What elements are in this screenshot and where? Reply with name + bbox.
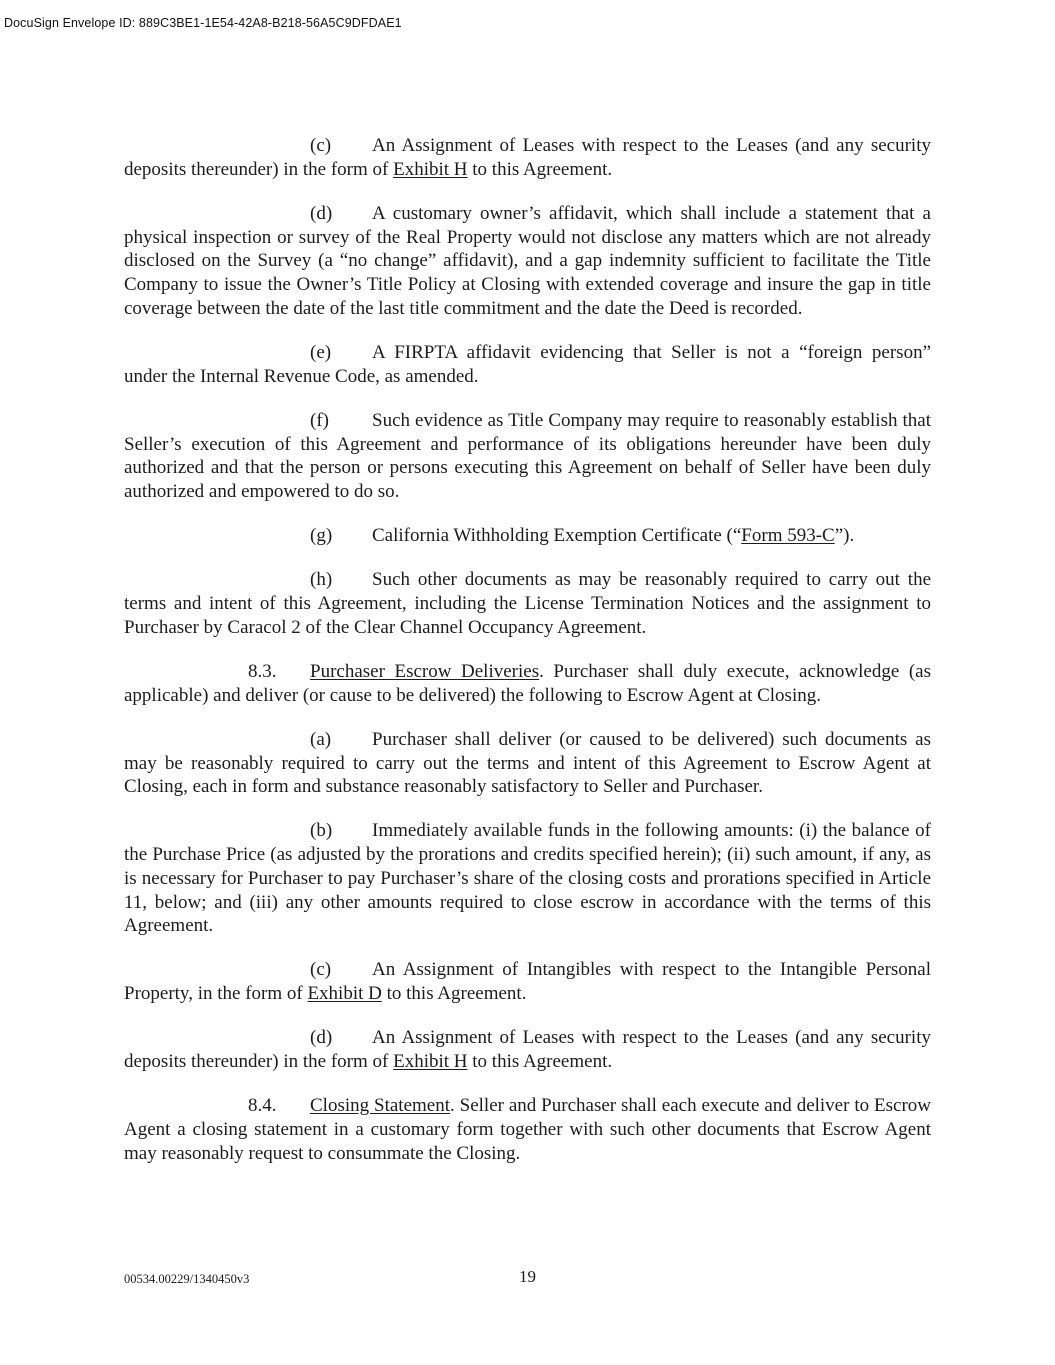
paragraph-d-purchaser: (d) An Assignment of Leases with respect to the Leases (and any security deposits thereunder) in the form of Exhibit H to this Agreement. <box>124 1027 931 1073</box>
paragraph-label: (d) <box>310 202 333 224</box>
exhibit-h-reference: Exhibit H <box>393 158 468 180</box>
exhibit-d-reference: Exhibit D <box>307 983 382 1005</box>
exhibit-h-reference: Exhibit H <box>393 1051 468 1073</box>
form-593c-reference: Form 593-C <box>741 525 835 547</box>
section-8-3: 8.3. Purchaser Escrow Deliveries. Purchaser shall duly execute, acknowledge (as applicable) and deliver (or cause to be delivered) the following to Escrow Agent at Closing. <box>124 660 931 706</box>
paragraph-label: (h) <box>310 569 333 591</box>
paragraph-g-seller: (g) California Withholding Exemption Certificate (“Form 593-C”). <box>310 525 855 547</box>
paragraph-label: (d) <box>310 1027 333 1049</box>
paragraph-a-purchaser: (a) Purchaser shall deliver (or caused to be delivered) such documents as may be reasonably required to carry out the terms and intent of this Agreement to Escrow Agent at Closing, each in form and substance reasonably satisfactory to Seller and Purchaser. <box>124 728 931 798</box>
paragraph-label: (g) <box>310 525 333 547</box>
footer-document-id: 00534.00229/1340450v3 <box>124 1272 250 1286</box>
paragraph-e-seller: (e) A FIRPTA affidavit evidencing that Seller is not a “foreign person” under the Internal Revenue Code, as amended. <box>124 341 931 387</box>
section-8-4: 8.4. Closing Statement. Seller and Purchaser shall each execute and deliver to Escrow Agent a closing statement in a customary form together with such other documents that Escrow Agent may reasonably request to consummate the Closing. <box>124 1095 931 1164</box>
docusign-envelope-id: DocuSign Envelope ID: 889C3BE1-1E54-42A8-B218-56A5C9DFDAE1 <box>4 16 402 30</box>
paragraph-f-seller: (f) Such evidence as Title Company may require to reasonably establish that Seller’s execution of this Agreement and performance of its obligations hereunder have been duly authorized and that the person or persons executing this Agreement on behalf of Seller have been duly authorized and empowered to do so. <box>124 409 931 502</box>
section-number: 8.4. <box>248 1095 277 1117</box>
section-heading: Closing Statement <box>310 1095 450 1117</box>
section-heading: Purchaser Escrow Deliveries <box>310 660 540 682</box>
paragraph-d-seller: (d) A customary owner’s affidavit, which shall include a statement that a physical inspection or survey of the Real Property would not disclose any matters which are not already disclosed on the Survey (a “no change” affidavit), and a gap indemnity sufficient to facilitate the Title Company to issue the Owner’s Title Policy at Closing with extended coverage and insure the gap in title coverage between the date of the last title commitment and the date the Deed is recorded. <box>124 202 931 319</box>
paragraph-label: (c) <box>310 959 332 981</box>
paragraph-label: (b) <box>310 820 333 842</box>
paragraph-h-seller: (h) Such other documents as may be reasonably required to carry out the terms and intent of this Agreement, including the License Termination Notices and the assignment to Purchaser by Caracol 2 of the Clear Channel Occupancy Agreement. <box>124 569 931 638</box>
document-body <box>124 134 931 1165</box>
paragraph-label: (f) <box>310 409 329 431</box>
paragraph-label: (a) <box>310 728 332 750</box>
paragraph-label: (e) <box>310 341 332 363</box>
paragraph-c-seller: (c) An Assignment of Leases with respect to the Leases (and any security deposits thereunder) in the form of Exhibit H to this Agreement. <box>124 135 931 180</box>
paragraph-b-purchaser: (b) Immediately available funds in the following amounts: (i) the balance of the Purchase Price (as adjusted by the prorations and credits specified herein); (ii) such amount, if any, as is necessary for Purchaser to pay Purchaser’s share of the closing costs and prorations specified in Article 11, below; and (iii) any other amounts required to close escrow in accordance with the terms of this Agreement. <box>124 820 931 937</box>
page-number: 19 <box>519 1267 536 1286</box>
section-number: 8.3. <box>248 660 277 682</box>
paragraph-c-purchaser: (c) An Assignment of Intangibles with respect to the Intangible Personal Property, in the form of Exhibit D to this Agreement. <box>124 959 931 1005</box>
paragraph-label: (c) <box>310 135 332 156</box>
